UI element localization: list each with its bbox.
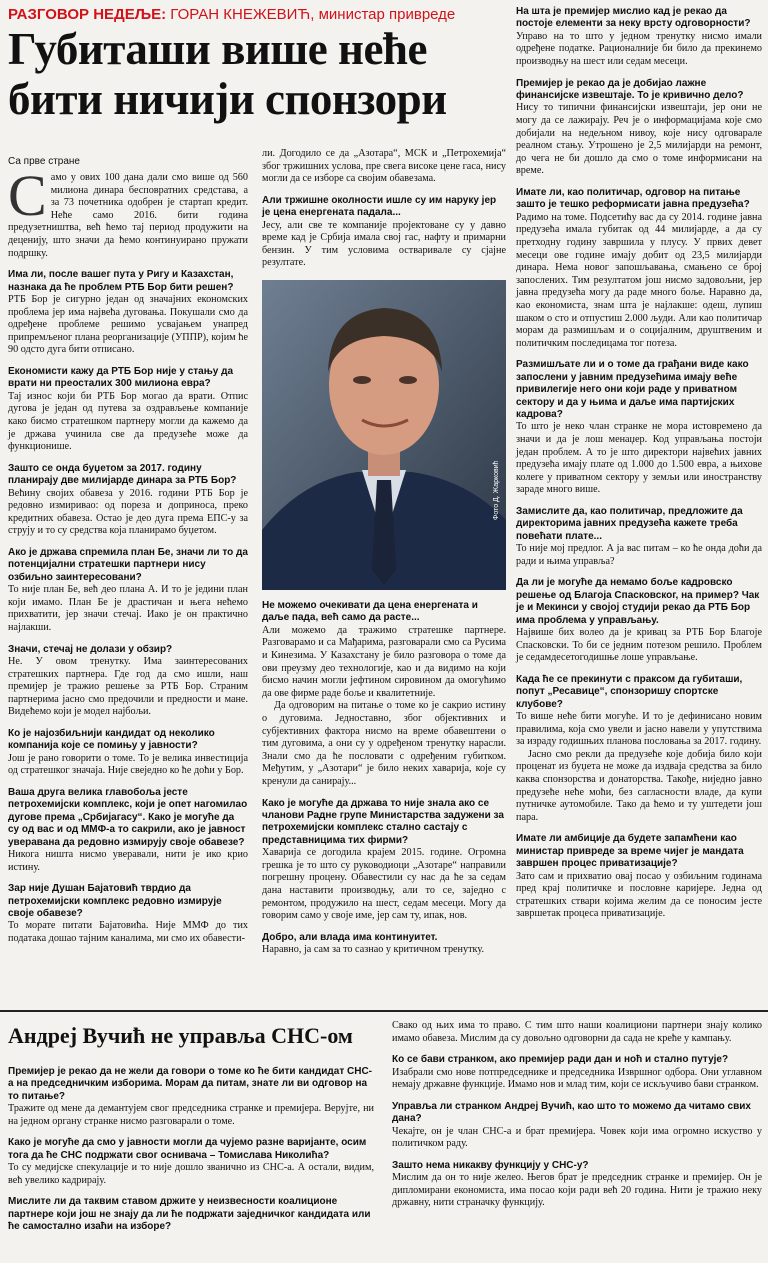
box-headline: Андреј Вучић не управља СНС-ом [8,1023,353,1048]
kicker-section: РАЗГОВОР НЕДЕЉЕ: [8,6,167,23]
question: Ако је држава спремила план Бе, значи ли то да потенцијални стратешки партнери нису озбиљно заинтересовани? [8,546,248,583]
portrait-illustration [262,280,506,590]
answer: То морате питати Бајатовића. Није ММФ до тих података дошао тајним каналима, ми смо их обавести- [8,920,248,944]
portrait-photo [262,280,506,590]
answer: Хаварија се догодила крајем 2015. године. Огромна грешка је то што су руководиоци „Азотаре“ направили погрешну процену. Обавестили су нас да ће за седам дана наставити производњу, али то се, заједно с ремонтом, продужило на шест, седам месеци. Могу да говорим само у своје име, јер сам ту, ипак, нов. [262,847,506,922]
box-column-left [8,1066,374,1234]
question: Зашто нема никакву функцију у СНС-у? [392,1159,589,1171]
question: Не можемо очекивати да цена енергената и даље пада, већ само да расте... [262,600,478,624]
continued-from: Са прве стране [8,156,80,167]
question: Мислите ли да таквим ставом држите у неизвесности коалиционе партнере који још не знају да ли ће подржати заједничког кандидата или ће самостално изаћи на изборе? [8,1196,371,1233]
question: Ко је најозбиљнији кандидат од неколико компанија које се помињу у јавности? [8,727,215,752]
answer: Тражите од мене да демантујем свог председника странке и премијера. Верујте, ни на једном органу странке нисмо разговарали о томе. [8,1103,374,1127]
question: Да ли је могуће да немамо боље кадровско решење од Благоја Спасковског, на пример? Чак је и Мекинси у својој студији рекао да РТБ Бор има проблема у управљању. [516,577,760,626]
question: Економисти кажу да РТБ Бор није у стању да врати ни преосталих 300 милиона евра? [8,365,234,390]
drop-cap: С [8,163,47,228]
question: Замислите да, као политичар, предложите да директорима јавних предузећа кажете треба повећати плате... [516,505,743,542]
question: Како је могуће да држава то није знала ако се чланови Радне групе Министарства задужени за петрохемијски комплекс стално састају с представницима тих фирми? [262,797,504,846]
answer: Никога ништа нисмо уверавали, нити је ико крио истину. [8,848,248,873]
question: Премијер је рекао да је добијао лажне финансијске извештаје. То је кривично дело? [516,77,744,101]
answer: Још је рано говорити о томе. То је велика инвестиција од стратешког значаја. Није свеједно ко ће доћи у Бор. [8,752,248,777]
question: Како је могуће да смо у јавности могли да чујемо разне варијанте, осим тога да ће СНС подржати свог оснивача – Томислава Николића? [8,1137,367,1161]
answer: Наравно, ја сам за то сазнао у критичном тренутку. [262,944,484,956]
answer: То није план Бе, већ део плана А. И то је једини план који имамо. План Бе је драстичан и њега нећемо прихватити, јер значи стечај. Иако је он практично најлакши. [8,584,248,633]
intro-paragraph: Само у ових 100 дана дали смо више од 560 милиона динара бесповратних средстава, а за 73 почетника одобрен је стартап кредит. Неће само 2016. бити година предузетништва, већ ћемо тај период продужити на деценију, што значи да ћемо континуирано пружати подршку. [8,163,248,259]
article-column-2-bottom [262,600,506,957]
photo-credit: Фото Д. Жарковић [493,460,500,520]
answer: Чекајте, он је члан СНС-а и брат премијера. Човек који има огромно искуство у политичком раду. [392,1125,762,1150]
article-column-3 [516,6,762,921]
question: Када ће се прекинути с праксом да губиташи, попут „Ресавице“, спонзоришу спортске клубове? [516,673,743,710]
question: Зашто се онда буџетом за 2017. годину планирају две милијарде динара за РТБ Бор? [8,462,237,487]
question: Ко се бави странком, ако премијер ради дан и ноћ и стално путује? [392,1054,729,1066]
answer: Највише бих волео да је кривац за РТБ Бор Благоје Спасковски. То би се једним потезом решило. Проблем је седамдесетогодишње лоше управљање. [516,626,762,664]
answer: Јасно смо рекли да предузеће које добија било који проценат из буџета не може да издваја средства за било каква спонзорства и донаторства. Такође, ниједно јавно предузеће неће моћи, без сагласности владе, да купи путничке аутомобиле. Тако да ћемо и ту уштедети још пара. [516,748,762,823]
question: Управља ли странком Андреј Вучић, као што то можемо да читамо свих дана? [392,1100,751,1125]
answer: То су медијске спекулације и то није дошло званично из СНС-а. А остали, видим, већ увелико кадрирају. [8,1162,374,1186]
answer: То није мој предлог. А ја вас питам – ко ће онда доћи да ради и њима управља? [516,543,762,567]
answer: РТБ Бор је сигурно један од значајних економских проблема јер има највећа дуговања. Покушали смо да одређене проблеме решимо усвајањем унапред припремљеног плана реорганизације (УППР), којим ће 90 одсто дуга бити отписано. [8,293,248,356]
section-divider [0,1010,768,1012]
answer: Свако од њих има то право. С тим што наши коалициони партнери знају колико имамо обавеза. Мислим да су довољно одговорни да сада не креће у кампању. [392,1020,762,1044]
answer: Изабрали смо нове потпредседнике и председника Извршног одбора. Они углавном немају државне функције. Имамо нов и млад тим, који се искључиво бави странком. [392,1066,762,1091]
answer: Већину својих обавеза у 2016. години РТБ Бор је редовно измиривао: од пореза и доприноса, преко кредитних обавеза. Остао је део дуга према ЕПС-у за струју и то су средства која планирамо буџетом. [8,487,248,537]
kicker-person: ГОРАН КНЕЖЕВИЋ, министар привреде [166,6,456,23]
question: Премијер је рекао да не жели да говори о томе ко ће бити кандидат СНС-а на председничким изборима. Морам да питам, знате ли ви одговор на то питање? [8,1066,372,1102]
question: Имате ли, као политичар, одговор на питање зашто је тешко реформисати јавна предузећа? [516,186,750,211]
article-column-1 [8,163,248,946]
question: Има ли, после вашег пута у Ригу и Казахстан, назнака да ће проблем РТБ Бор бити решен? [8,269,234,293]
box-column-right [392,1020,762,1210]
question: Ваша друга велика главобоља јесте петрохемијски комплекс, који је опет нагомилао дугове према „Србијагасу“. Како је могуће да су од вас и од ММФ-а то сакрили, ако је јавност уверавана да редовно измирују своје обавезе? [8,786,248,848]
question: Размишљате ли и о томе да грађани виде како запослени у јавним предузећима имају веће привилегије него они који раде у приватном сектору и да у њима и даље има партијских кадрова? [516,359,749,420]
answer: ли. Догодило се да „Азотара“, МСК и „Петрохемија“ због тржишних услова, пре свега високе цене гаса, нису могли да се изборе са својим обавезама. [262,148,506,185]
answer: Нису то типични финансијски извештаји, јер они не могу да се лажирају. Реч је о информацијама које смо добијали на недељном нивоу, које нису одговарале реалном стању. Утрошено је 2,5 милијарди на ремонт, до чега не би дошло да смо о томе информисани на време. [516,102,762,177]
question: Имате ли амбиције да будете запамћени као министар привреде за време чијег је мандата завршен процес приватизације? [516,833,744,870]
question: На шта је премијер мислио кад је рекао да постоје елементи за неку врсту одговорности? [516,6,751,30]
answer: Али можемо да тражимо стратешке партнере. Разговарамо и са Мађарима, разговарали смо са Русима и Кинезима. У Казахстану је било разговора о томе да ови преузму део технологије, као и да видимо на који бисмо начин могли јефтином сировином да омогућимо да ове фирме раде боље и квалитетније. [262,624,506,699]
answer: То што је неко члан странке не мора истовремено да значи и да је лош менаџер. Код управљања постоји један проблем. А то је што директори највећих јавних предузећа имају плате од 1.000 до 1.500 евра, а њихове колеге у приватном сектору у земљи или иностранству зараде много више. [516,421,762,496]
answer: То више неће бити могуће. И то је дефинисано новим правилима, која смо увели и јасно навели у упутствима за израду годишњих планова пословања за 2017. годину. [516,710,762,748]
answer: Да одговорим на питање о томе ко је сакрио истину о дуговима. Једноставно, због објективних и субјективних фактора нисмо на време обавештени о тим дуговима, а они су у одређеном тренутку нарасли. Знали смо да ће пословати с одређеним губитком. Међутим, у „Азотари“ је било неких хаварија, које су кренули да санирају... [262,700,506,787]
answer: Не. У овом тренутку. Има заинтересованих стратешких партнера. Где год да смо ишли, наш премијер је тражио решење за РТБ Бор. Страним партнерима јасно смо предочили и предности и мане. Видећемо који је модел најбољи. [8,655,248,718]
article-column-2-top [262,148,506,270]
question: Значи, стечај не долази у обзир? [8,643,173,655]
answer: Мислим да он то није желео. Његов брат је председник странке и премијер. Он је дипломирани економиста, има посао који ради већ 20 година. Нити је тражио неку државну, нити страначку функцију. [392,1172,762,1209]
answer: Тај износ који би РТБ Бор могао да врати. Отпис дугова је један од путева за оздрављење компаније како бисмо стратешком партнеру могли да кажемо да је држава учинила све да предузеће може да функционише. [8,390,248,453]
headline: Губиташи више неће бити ничији спонзори [8,24,447,124]
answer: Управо на то што у једном тренутку нисмо имали одређене податке. Рационалније би било да прекинемо производњу на шест или седам месеци. [516,30,762,67]
answer: Зато сам и прихватио овај посао у озбиљним годинама пред крај политичке и пословне каријере. Једна од стратешких ствари којима желим да се поносим јесте завршетак процеса приватизације. [516,870,762,920]
answer: Радимо на томе. Подсетићу вас да су 2014. године јавна предузећа имала губитак од 44 милијарде, а да су претходну годину завршила у плусу. У првих девет месеци ове године имају добит од 23,5 милијарди динара. Нема новог запошљавања, смањено се број запослених. Тим резултатом још нисмо задовољни, јер јавна предузећа могу да раде много боље. Наравно да, као економиста, знам шта је најлакше: одеш, лупиш шаком о сто и отпустиш 2.000 људи. Али као политичар морам да размишљам и о социјалним, друштвеним и политичким последицама тог потеза. [516,211,762,349]
section-kicker [8,6,518,24]
question: Зар није Душан Бајатовић тврдио да петрохемијски комплекс редовно измирује своје обавезе? [8,883,222,919]
question: Али тржишне околности ишле су им наруку јер је цена енергената падала... [262,194,497,219]
answer: Јесу, али све те компаније пројектоване су у давно време кад је Србија имала свој гас, нафту и примарни бензин. У тим условима остваривале су сјајне резултате. [262,219,506,269]
question: Добро, али влада има континуитет. [262,931,438,943]
